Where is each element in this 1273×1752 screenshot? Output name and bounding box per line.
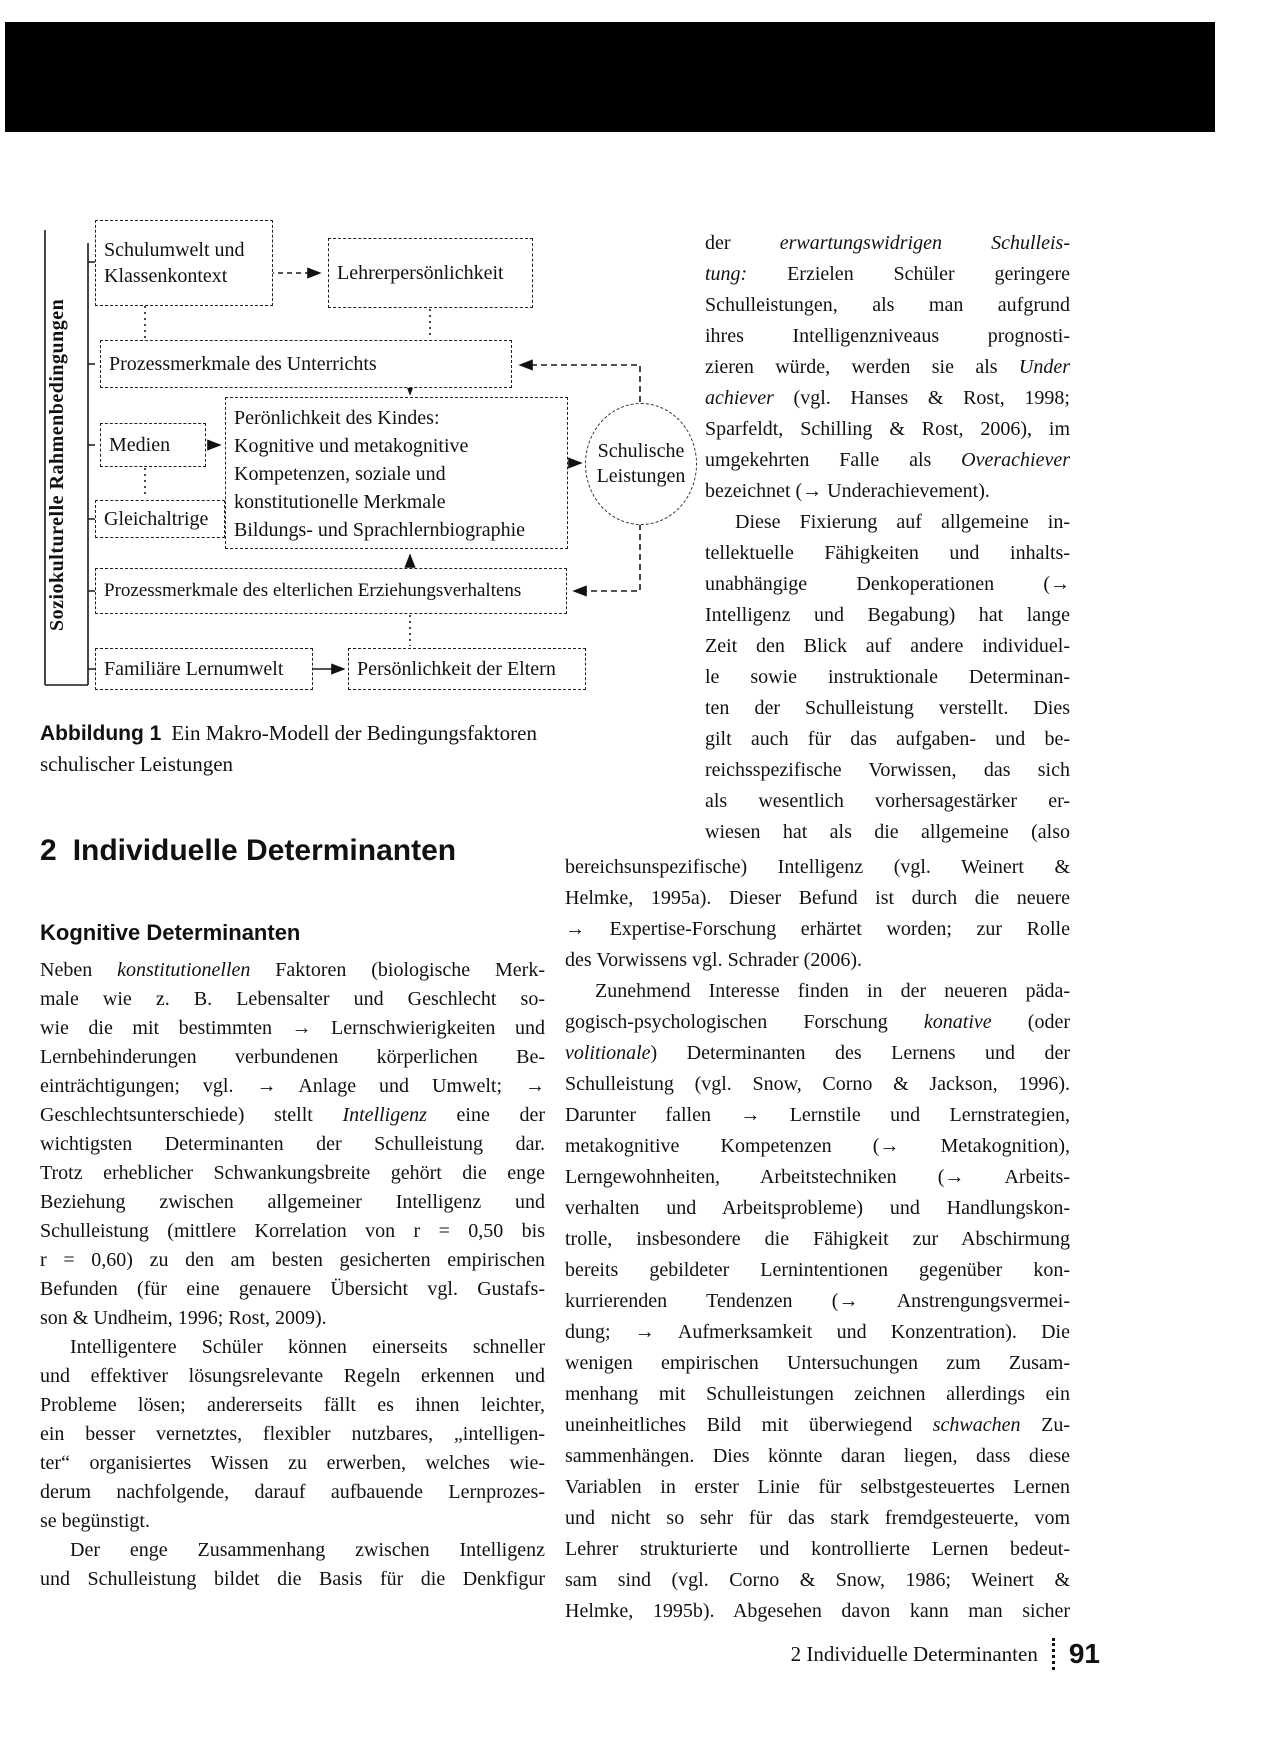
text-line: wiesen hat als die allgemeine (also (705, 821, 1070, 843)
text-line: ein besser vernetztes, flexibler nutzbares, „intelligen- (40, 1423, 545, 1445)
text-line: umgekehrten Falle als Overachiever (705, 449, 1070, 471)
text-line: als wesentlich vorhersagestärker er- (705, 790, 1070, 812)
text-line: menhang mit Schulleistungen zeichnen allerdings ein (565, 1383, 1070, 1405)
figure-ellipse-label: Leistungen (596, 465, 686, 487)
text-line: reichsspezifische Vorwissen, das sich (705, 759, 1070, 781)
text-line: ten der Schulleistung verstellt. Dies (705, 697, 1070, 719)
text-line: Darunter fallen → Lernstile und Lernstrategien, (565, 1104, 1070, 1126)
text-line: sammenhängen. Dies könnte daran liegen, dass diese (565, 1445, 1070, 1467)
text-line: metakognitive Kompetenzen (→ Metakognition), (565, 1135, 1070, 1157)
text-line: Der enge Zusammenhang zwischen Intelligenz (70, 1539, 545, 1561)
text-line: → Expertise-Forschung erhärtet worden; zur Rolle (565, 918, 1070, 940)
section-heading (40, 834, 456, 868)
text-line: se begünstigt. (40, 1510, 150, 1532)
text-line: derum nachfolgende, darauf aufbauende Lernprozes- (40, 1481, 545, 1503)
text-line: volitionale) Determinanten des Lernens und der (565, 1042, 1070, 1064)
text-line: r = 0,60) zu den am besten gesicherten empirischen (40, 1249, 545, 1271)
figure-box-schulumwelt (95, 220, 273, 306)
text-line: kurrierenden Tendenzen (→ Anstrengungsvermei- (565, 1290, 1070, 1312)
text-line: der erwartungswidrigen Schulleis- (705, 232, 1070, 254)
text-line: Schulleistung (vgl. Snow, Corno & Jackson, 1996). (565, 1073, 1070, 1095)
page-number: 91 (1068, 1638, 1100, 1669)
figure-box-persoenlichkeit-kind (225, 397, 568, 549)
footer-section-title: 2 Individuelle Determinanten (790, 1641, 1038, 1666)
text-line: Helmke, 1995b). Abgesehen davon kann man sicher (565, 1600, 1070, 1622)
text-line: des Vorwissens vgl. Schrader (2006). (565, 949, 863, 971)
figure-caption (40, 718, 620, 779)
text-line: uneinheitliches Bild mit überwiegend schwachen Zu- (565, 1414, 1070, 1436)
figure-box-label: Lehrerpersönlichkeit (337, 262, 504, 284)
column-right-top (705, 228, 1070, 848)
text-line: wenigen empirischen Untersuchungen zum Zusam- (565, 1352, 1070, 1374)
column-left (40, 956, 545, 1594)
text-line: Zeit den Blick auf andere individuel- (705, 635, 1070, 657)
figure-caption-text: Ein Makro-Modell der Bedingungsfaktoren schulischer Leistungen (40, 721, 537, 776)
figure-box-prozessmerkmale-elterlichen (95, 568, 567, 614)
text-line: Helmke, 1995a). Dieser Befund ist durch die neuere (565, 887, 1070, 909)
figure-box-label: Prozessmerkmale des elterlichen Erziehungsverhaltens (104, 580, 522, 601)
text-line: ihres Intelligenzniveaus prognosti- (705, 325, 1070, 347)
section-number: 2 (40, 834, 57, 867)
text-line: tellektuelle Fähigkeiten und inhalts- (705, 542, 1070, 564)
text-line: unabhängige Denkoperationen (→ (705, 573, 1070, 595)
figure-box-label: Persönlichkeit der Eltern (357, 658, 556, 680)
text-line: und nicht so sehr für das stark fremdgesteuerte, vom (565, 1507, 1070, 1529)
text-line: einträchtigungen; vgl. → Anlage und Umwelt; → (40, 1075, 545, 1097)
text-line: konstitutionelle Merkmale (234, 491, 446, 513)
text-line: Perönlichkeit des Kindes: (234, 407, 440, 429)
figure-makro-modell (40, 205, 730, 785)
figure-box-prozessmerkmale-unterricht (100, 340, 512, 388)
text-line: verhalten und Arbeitsprobleme) und Handlungskon- (565, 1197, 1070, 1219)
text-line: Intelligenz und Begabung) hat lange (705, 604, 1070, 626)
text-line: sam sind (vgl. Corno & Snow, 1986; Weinert & (565, 1569, 1070, 1591)
figure-box-label: Prozessmerkmale des Unterrichts (109, 353, 377, 375)
text-line: bezeichnet (→ Underachievement). (705, 480, 990, 502)
text-line: Zunehmend Interesse finden in der neueren päda- (595, 980, 1070, 1002)
text-line: Lehrer strukturierte und kontrollierte Lernen bedeut- (565, 1538, 1070, 1560)
text-line: Lerngewohnheiten, Arbeitstechniken (→ Arbeits- (565, 1166, 1070, 1188)
page-footer (565, 1638, 1100, 1670)
figure-box-gleichaltrige (95, 500, 225, 538)
figure-box-label: Familiäre Lernumwelt (104, 658, 284, 680)
figure-box-label: Gleichaltrige (104, 508, 209, 530)
text-line: bereits gebildeter Lernintentionen gegenüber kon- (565, 1259, 1070, 1281)
text-line: Bildungs- und Sprachlernbiographie (234, 519, 526, 541)
text-line: und Schulleistung bildet die Basis für die Denkfigur (40, 1568, 545, 1590)
figure-vertical-axis-label: Soziokulturelle Rahmenbedingungen (46, 298, 68, 632)
text-line: Variablen in erster Linie für selbstgesteuertes Lernen (565, 1476, 1070, 1498)
text-line: gilt auch für das aufgaben- und be- (705, 728, 1070, 750)
bracket-ticks (88, 262, 95, 669)
figure-caption-label: Abbildung 1 (40, 722, 162, 745)
text-line: Kognitive und metakognitive (234, 435, 469, 457)
text-line: wie die mit bestimmten → Lernschwierigkeiten und (40, 1017, 545, 1039)
figure-box-persoenlichkeit-eltern (348, 648, 586, 690)
text-line: le sowie instruktionale Determinan- (705, 666, 1070, 688)
text-line: Beziehung zwischen allgemeiner Intelligenz und (40, 1191, 545, 1213)
subsection-heading: Kognitive Determinanten (40, 920, 301, 945)
text-line: Befunden (für eine genauere Übersicht vgl. Gustafs- (40, 1278, 545, 1300)
text-line: wichtigsten Determinanten der Schulleistung dar. (40, 1133, 545, 1155)
text-line: gogisch-psychologischen Forschung konative (oder (565, 1011, 1070, 1033)
text-line: Schulleistung (mittlere Korrelation von r = 0,50 bis (40, 1220, 545, 1242)
figure-box-medien (100, 423, 206, 467)
figure-box-label: Schulumwelt und Klassenkontext (104, 239, 245, 287)
text-line: Sparfeldt, Schilling & Rost, 2006), im (705, 418, 1070, 440)
text-line: Geschlechtsunterschiede) stellt Intelligenz eine der (40, 1104, 545, 1126)
feedback-leistungen-elterlichen (574, 524, 640, 591)
redacted-header-bar (5, 22, 1215, 132)
figure-box-familiaere-lernumwelt (95, 648, 313, 690)
text-line: Trotz erheblicher Schwankungsbreite gehört die enge (40, 1162, 545, 1184)
text-line: und effektiver lösungsrelevante Regeln erkennen und (40, 1365, 545, 1387)
footer-divider (1052, 1638, 1055, 1670)
figure-ellipse-schulische-leistungen (585, 403, 697, 525)
text-line: achiever (vgl. Hanses & Rost, 1998; (705, 387, 1070, 409)
text-line: male wie z. B. Lebensalter und Geschlecht so- (40, 988, 545, 1010)
text-line: Lernbehinderungen verbundenen körperlichen Be- (40, 1046, 545, 1068)
section-title: Individuelle Determinanten (72, 834, 457, 867)
figure-ellipse-label: Schulische (597, 440, 685, 462)
text-line: son & Undheim, 1996; Rost, 2009). (40, 1307, 327, 1329)
text-line: Neben konstitutionellen Faktoren (biologische Merk- (40, 959, 545, 981)
text-line: trolle, insbesondere die Fähigkeit zur Abschirmung (565, 1228, 1070, 1250)
text-line: bereichsunspezifische) Intelligenz (vgl. Weinert & (565, 856, 1070, 878)
text-line: Intelligentere Schüler können einerseits schneller (70, 1336, 545, 1358)
text-line: zieren würde, werden sie als Under (705, 356, 1070, 378)
text-line: Probleme lösen; andererseits fällt es ihnen leichter, (40, 1394, 545, 1416)
text-line: Diese Fixierung auf allgemeine in- (735, 511, 1070, 533)
text-line: dung; → Aufmerksamkeit und Konzentration). Die (565, 1321, 1070, 1343)
text-line: ter“ organisiertes Wissen zu erwerben, welches wie- (40, 1452, 545, 1474)
figure-box-lehrerpersoenlichkeit (328, 238, 533, 308)
text-line: Kompetenzen, soziale und (234, 463, 446, 485)
text-line: Schulleistungen, als man aufgrund (705, 294, 1070, 316)
figure-box-label: Medien (109, 434, 171, 456)
text-line: tung: Erzielen Schüler geringere (705, 263, 1070, 285)
column-right-bottom (565, 852, 1070, 1627)
